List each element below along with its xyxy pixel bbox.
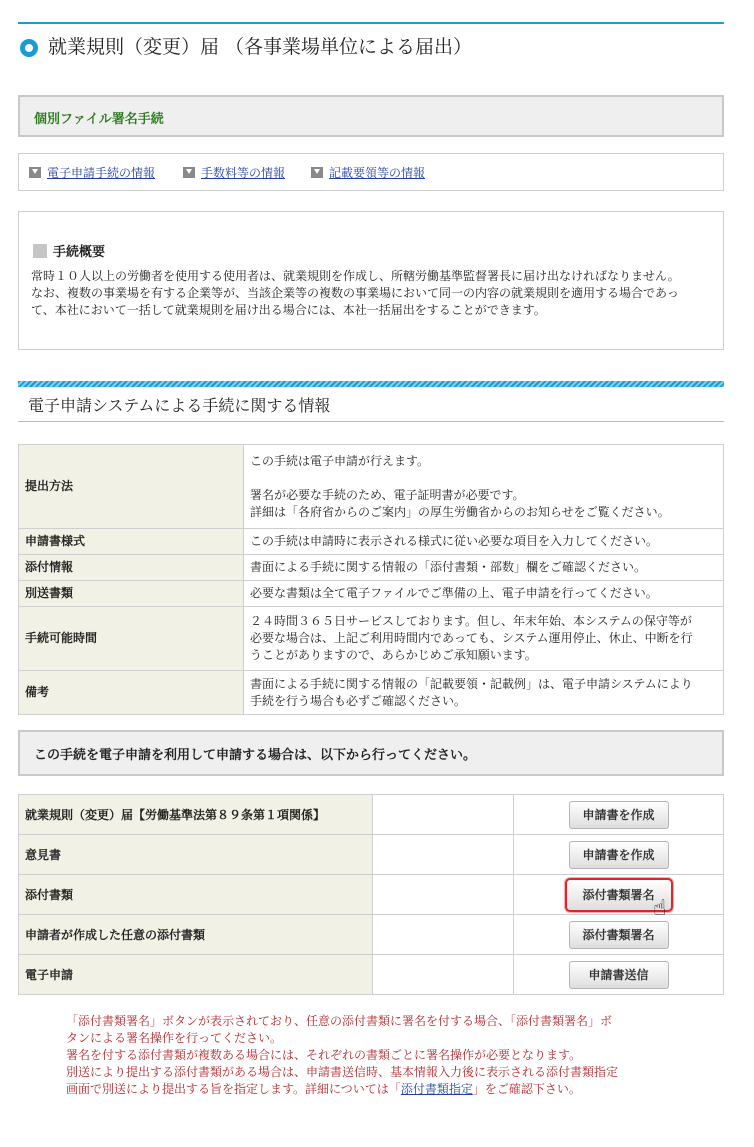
row-label: 意見書 — [19, 835, 373, 875]
chevron-down-icon — [183, 167, 195, 178]
overview-heading — [33, 241, 105, 260]
row-label: 提出方法 — [19, 445, 244, 529]
note-line: 署名を付する添付書類が複数ある場合には、それぞれの書類ごとに署名操作が必要となります。 — [66, 1048, 582, 1062]
subtitle: 個別ファイル署名手続 — [34, 112, 164, 127]
row-label: 添付書類 — [19, 875, 373, 915]
row-label: 電子申請 — [19, 955, 373, 995]
value-line: 詳細は「各府省からのご案内」の厚生労働省からのお知らせをご覧ください。 — [250, 504, 670, 519]
value-line: 必要な場合は、上記ご利用時間内であっても、システム運用停止、休止、中断を行 — [250, 631, 693, 645]
sign-optional-attachments-button[interactable]: 添付書類署名 — [569, 921, 669, 949]
row-label: 別送書類 — [19, 581, 244, 607]
table-row — [19, 445, 724, 529]
submit-application-button[interactable]: 申請書送信 — [569, 961, 669, 989]
note-line: 「添付書類署名」ボタンが表示されており、任意の添付書類に署名を付する場合、「添付書類署名」ボ — [66, 1014, 613, 1028]
sign-attachments-button[interactable] — [565, 878, 673, 921]
value-line: 署名が必要な手続のため、電子証明書が必要です。 — [250, 487, 525, 502]
link-e-application-info[interactable]: 電子申請手続の情報 — [47, 166, 156, 180]
table-row — [19, 795, 724, 835]
table-row — [19, 835, 724, 875]
button-cell — [514, 955, 724, 995]
value-line: ２４時間３６５日サービスしております。但し、年末年始、本システムの保守等が — [250, 614, 692, 628]
link-guideline-info[interactable]: 記載要領等の情報 — [329, 166, 426, 180]
empty-cell — [373, 835, 514, 875]
value-line: この手続は申請時に表示される様式に従い必要な項目を入力してください。 — [250, 534, 659, 548]
link-item-fees[interactable] — [183, 164, 285, 181]
create-opinion-button[interactable]: 申請書を作成 — [569, 841, 669, 869]
link-item-e-application[interactable] — [29, 164, 155, 181]
overview-line: なお、複数の事業場を有する企業等が、当該企業等の複数の事業場において同一の内容の就業規則を適用する場合であっ — [31, 286, 679, 300]
section-header — [18, 387, 724, 422]
overview-text — [31, 268, 721, 319]
value-line: この手続は電子申請が行えます。 — [250, 453, 430, 468]
value-line — [250, 470, 717, 487]
application-actions-table — [18, 794, 724, 995]
row-label: 申請書様式 — [19, 529, 244, 555]
empty-cell — [373, 955, 514, 995]
square-bullet-icon — [33, 244, 47, 258]
overview-heading-text: 手続概要 — [53, 245, 106, 260]
overview-panel — [18, 211, 724, 350]
value-line: 必要な書類は全て電子ファイルでご準備の上、電子申請を行ってください。 — [250, 586, 658, 600]
button-cell — [514, 835, 724, 875]
info-links-bar — [18, 153, 724, 191]
attachment-designation-link[interactable]: 添付書類指定 — [400, 1082, 473, 1096]
row-label: 手続可能時間 — [19, 607, 244, 671]
overview-line: て、本社において一括して就業規則を届け出る場合には、本社一括届出をすることができます。 — [31, 303, 546, 317]
subtitle-box — [18, 95, 724, 137]
note-line: タンによる署名操作を行ってください。 — [66, 1031, 283, 1045]
procedure-info-table — [18, 444, 724, 715]
table-row — [19, 875, 724, 915]
table-row — [19, 555, 724, 581]
row-value — [244, 555, 724, 581]
value-line: 書面による手続に関する情報の「添付書類・部数」欄をご確認ください。 — [250, 560, 647, 574]
note-text: 」をご確認下さい。 — [472, 1082, 581, 1096]
chevron-down-icon — [311, 167, 323, 178]
attachment-signing-note — [66, 1013, 716, 1098]
link-fee-info[interactable]: 手数料等の情報 — [201, 166, 286, 180]
row-value — [244, 671, 724, 715]
circle-bullet-icon — [20, 39, 38, 57]
note-line: 別送により提出する添付書類がある場合は、申請書送信時、基本情報入力後に表示される添付書類指定 — [66, 1065, 619, 1079]
note-text: 画面で別送により提出する旨を指定します。詳細については「 — [66, 1082, 401, 1096]
row-value — [244, 607, 724, 671]
overview-line: 常時１０人以上の労働者を使用する使用者は、就業規則を作成し、所轄労働基準監督署長に届け出なければなりません。 — [31, 269, 680, 283]
table-row — [19, 607, 724, 671]
row-label: 添付情報 — [19, 555, 244, 581]
value-line: 手続を行う場合も必ずご確認ください。 — [250, 693, 467, 708]
page-title: 就業規則（変更）届 （各事業場単位による届出） — [48, 36, 473, 58]
row-value — [244, 529, 724, 555]
button-cell — [514, 795, 724, 835]
row-value — [244, 445, 724, 529]
e-application-banner — [18, 730, 724, 776]
row-label: 備考 — [19, 671, 244, 715]
e-application-banner-text: この手続を電子申請を利用して申請する場合は、以下から行ってください。 — [34, 748, 477, 763]
empty-cell — [373, 795, 514, 835]
table-row — [19, 955, 724, 995]
top-rule — [18, 22, 724, 24]
value-line: うことがありますので、あらかじめご承知願います。 — [250, 648, 537, 662]
table-row — [19, 671, 724, 715]
empty-cell — [373, 915, 514, 955]
empty-cell — [373, 875, 514, 915]
chevron-down-icon — [29, 167, 41, 178]
table-row — [19, 581, 724, 607]
button-cell — [514, 875, 724, 921]
create-application-button[interactable]: 申請書を作成 — [569, 801, 669, 829]
value-line: 書面による手続に関する情報の「記載要領・記載例」は、電子申請システムにより — [250, 676, 693, 691]
hand-cursor-icon: ☝ — [653, 895, 667, 921]
row-label: 申請者が作成した任意の添付書類 — [19, 915, 373, 955]
button-cell — [514, 915, 724, 955]
table-row — [19, 529, 724, 555]
link-item-guidelines[interactable] — [311, 164, 425, 181]
note-line — [66, 1081, 716, 1098]
table-row — [19, 915, 724, 955]
section-title: 電子申請システムによる手続に関する情報 — [28, 396, 331, 415]
row-label: 就業規則（変更）届【労働基準法第８９条第１項関係】 — [19, 795, 373, 835]
sign-attachments-label: 添付書類署名 — [582, 887, 655, 902]
row-value — [244, 581, 724, 607]
